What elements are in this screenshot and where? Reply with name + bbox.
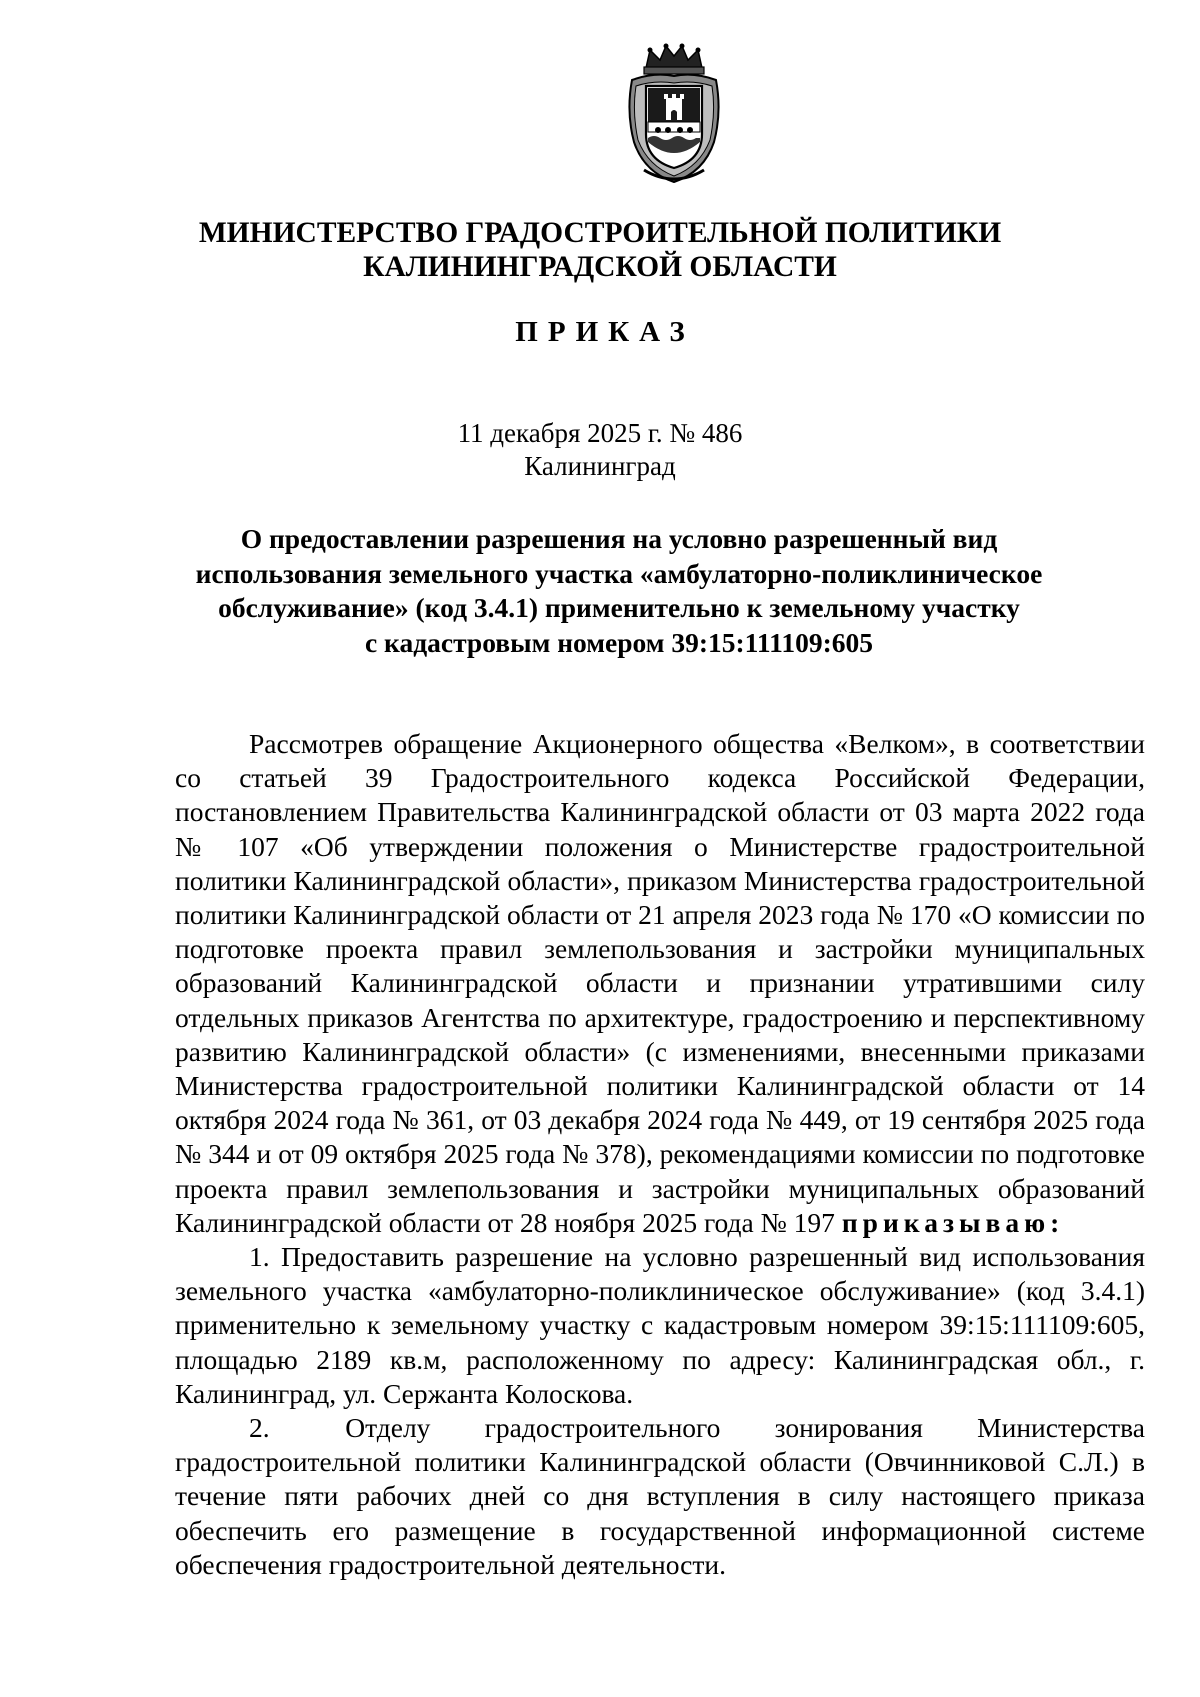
preamble-text: Рассмотрев обращение Акционерного общества «Велком», в соответствии со статьей 39 Градостроительного кодекса Российской Федерации, постановлением Правительства Калининградской области от 03 марта 2022 года № 107 «Об утверждении положения о Министерстве градостроительной политики Калининградской области», приказом Министерства градостроительной политики Калининградской области от 21 апреля 2023 года № 170 «О комиссии по подготовке проекта правил землепользования и застройки муниципальных образований Калининградской области и признании утратившими силу отдельных приказов Агентства по архитектуре, градостроению и перспективному развитию Калининградской области» (с изменениями, внесенными приказами Министерства градостроительной политики Калининградской области от 14 октября 2024 года № 361, от 03 декабря 2024 года № 449, от 19 сентября 2025 года № 344 и от 09 октября 2025 года № 378), рекомендациями комиссии по подготовке проекта правил землепользования и застройки муниципальных образований Калининградской области от 28 ноября 2025 года № 197 (175, 728, 1145, 1238)
subject-line3: обслуживание» (код 3.4.1) применительно к земельному участку (218, 592, 1020, 623)
item-2-text: Отделу градостроительного зонирования Министерства градостроительной политики Калининградской области (Овчинниковой С.Л.) в течение пяти рабочих дней со дня вступления в силу настоящего приказа обеспечить его размещение в государственной информационной системе обеспечения градостроительной деятельности. (175, 1412, 1145, 1580)
ministry-title-line1: МИНИСТЕРСТВО ГРАДОСТРОИТЕЛЬНОЙ ПОЛИТИКИ (198, 217, 1002, 249)
order-word: приказываю: (841, 1206, 1065, 1238)
document-type: ПРИКАЗ (515, 316, 695, 348)
document-body (175, 727, 1145, 1582)
item-1-paragraph: 1. Предоставить разрешение на условно разрешенный вид использования земельного участка «амбулаторно-поликлиническое обслуживание» (код 3.4.1) применительно к земельному участку с кадастровым номером 39:15:111109:605, площадью 2189 кв.м, расположенному по адресу: Калининградская обл., г. Калининград, ул. Сержанта Колоскова. (175, 1241, 1145, 1409)
item-2-number: 2. (249, 1412, 270, 1444)
subject-line4: с кадастровым номером 39:15:111109:605 (364, 626, 874, 658)
document-subject (175, 522, 1063, 660)
ministry-title (0, 216, 1200, 284)
subject-line1: О предоставлении разрешения на условно разрешенный вид (240, 523, 998, 554)
item-2-paragraph (175, 1411, 1145, 1582)
ministry-title-line2: КАЛИНИНГРАДСКОЙ ОБЛАСТИ (363, 251, 837, 283)
date-number: 11 декабря 2025 г. № 486 (457, 418, 743, 448)
city: Калининград (524, 451, 676, 481)
subject-line2: использования земельного участка «амбулаторно-поликлиническое (195, 557, 1043, 589)
coat-of-arms-icon (624, 42, 724, 184)
preamble-paragraph (175, 727, 1145, 1240)
date-and-number-block (0, 417, 1200, 483)
